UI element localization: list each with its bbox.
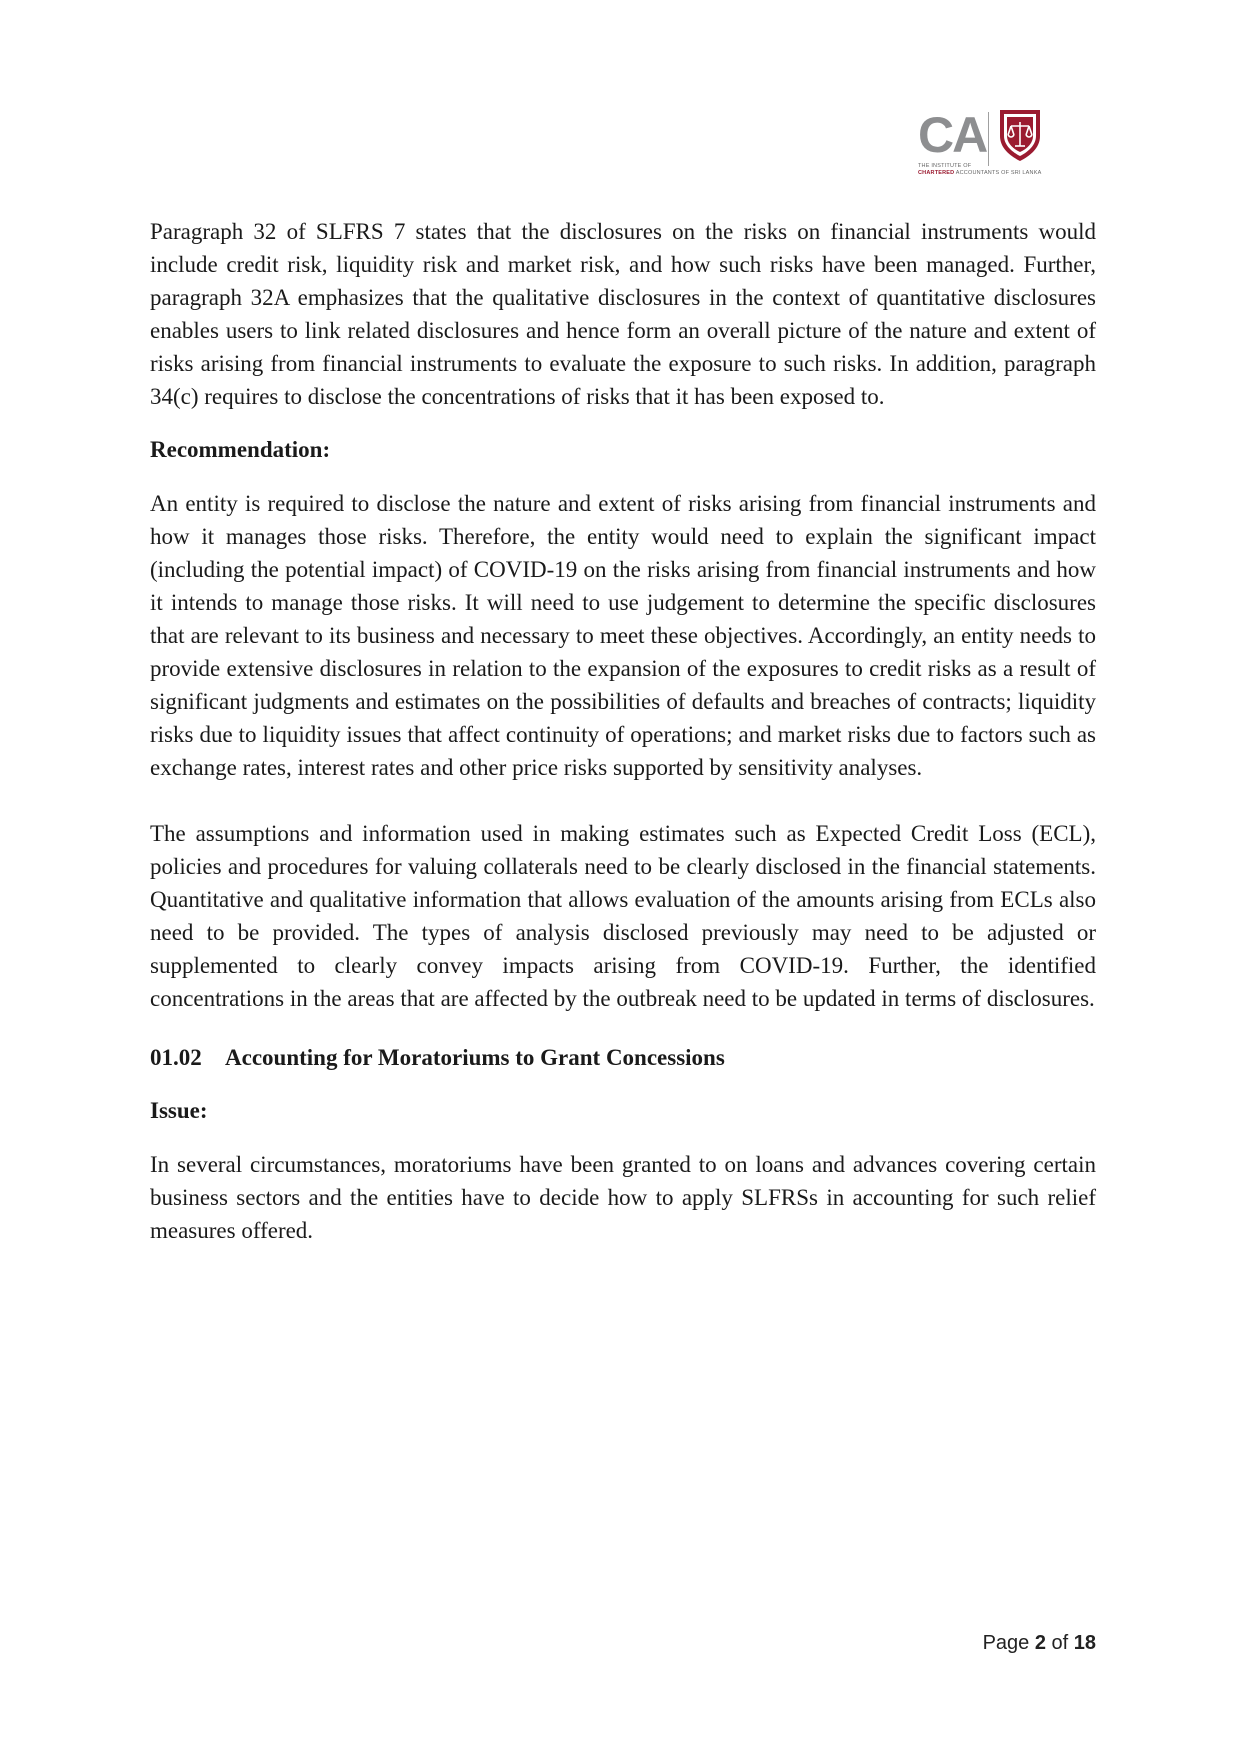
logo-tagline-line1: THE INSTITUTE OF [918,163,972,169]
logo-tagline-accent: CHARTERED [918,170,955,176]
page-of-label: of [1045,1632,1074,1654]
section-title: Accounting for Moratoriums to Grant Concessions [225,1045,725,1070]
total-page-count: 18 [1073,1632,1096,1654]
page-label: Page [982,1632,1035,1654]
current-page-number: 2 [1034,1632,1046,1654]
paragraph-issue: In several circumstances, moratoriums have been granted to on loans and advances covering certain business sectors and the entities have to decide how to apply SLFRSs in accounting for such relief measures offered. [150,1152,1096,1243]
logo-letters: CA [918,107,987,163]
logo-tagline-line2 [918,171,1041,177]
logo-divider [988,112,989,166]
institute-logo [918,108,1068,188]
paragraph-assumptions: The assumptions and information used in making estimates such as Expected Credit Loss (ECL), policies and procedures for valuing collaterals need to be clearly disclosed in the financial statements. Quantitative and qualitative information that allows evaluation of the amounts arising from ECLs also need to be provided. The types of analysis disclosed previously may need to be adjusted or supplemented to clearly convey impacts arising from COVID-19. Further, the identified concentrations in the areas that are affected by the outbreak need to be updated in terms of disclosures. [150,821,1096,1011]
paragraph-slfrs7: Paragraph 32 of SLFRS 7 states that the disclosures on the risks on financial instruments would include credit risk, liquidity risk and market risk, and how such risks have been managed. Further, paragraph 32A emphasizes that the qualitative disclosures in the context of quantitative disclosures enables users to link related disclosures and hence form an overall picture of the nature and extent of risks arising from financial instruments to evaluate the exposure to such risks. In addition, paragraph 34(c) requires to disclose the concentrations of risks that it has been exposed to. [150,219,1096,409]
issue-heading: Issue: [150,1098,208,1123]
scales-of-justice-shield-icon [998,108,1042,162]
section-number: 01.02 [150,1045,202,1070]
page-number-footer [983,1632,1096,1655]
logo-tagline-rest: ACCOUNTANTS OF SRI LANKA [954,170,1042,176]
paragraph-recommendation: An entity is required to disclose the nature and extent of risks arising from financial instruments and how it manages those risks. Therefore, the entity would need to explain the significant impact (including the potential impact) of COVID-19 on the risks arising from financial instruments and how it intends to manage those risks. It will need to use judgement to determine the specific disclosures that are relevant to its business and necessary to meet these objectives. Accordingly, an entity needs to provide extensive disclosures in relation to the expansion of the exposures to credit risks as a result of significant judgments and estimates on the possibilities of defaults and breaches of contracts; liquidity risks due to liquidity issues that affect continuity of operations; and market risks due to factors such as exchange rates, interest rates and other price risks supported by sensitivity analyses. [150,491,1096,780]
section-heading [150,1041,1096,1074]
page-body [150,215,1096,1247]
recommendation-heading: Recommendation: [150,437,331,462]
